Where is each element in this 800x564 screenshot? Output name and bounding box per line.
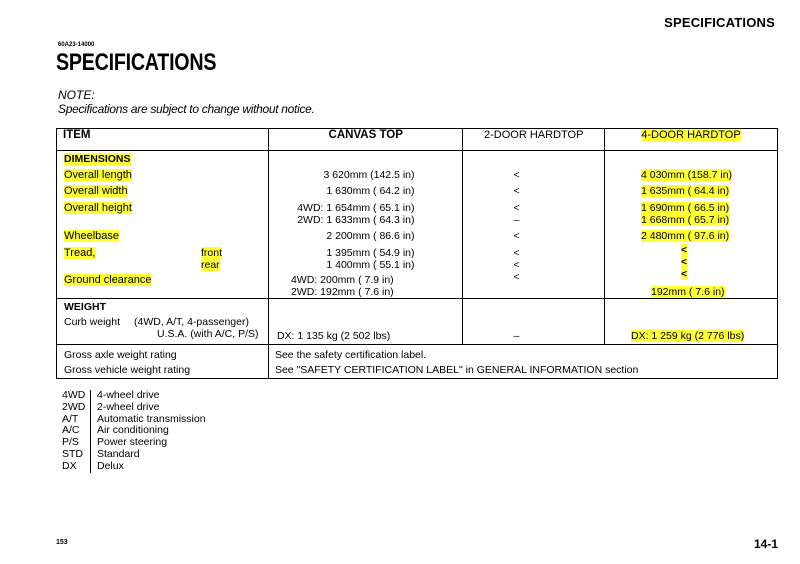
two-door-curb-weight: – [513,330,520,342]
gross-axle-label: Gross axle weight rating [64,349,177,361]
canvas-top-dimensions [268,151,463,299]
table-header-row [57,129,778,151]
four-door-weight [605,299,778,345]
canvas-overall-height-2wd: 2WD: 1 633mm ( 64.3 in) [297,214,415,226]
page-title: SPECIFICATIONS [56,49,217,76]
page-number: 153 [56,539,68,546]
note-label: NOTE: [58,88,95,102]
four-door-dimensions [605,151,778,299]
abbreviation-row: A/T Automatic transmission [62,412,206,425]
two-door-ground-clearance-4wd: < [513,271,520,283]
column-header-canvas-top: CANVAS TOP [268,129,463,151]
canvas-overall-length: 3 620mm (142.5 in) [323,169,415,181]
curb-weight-condition-2: U.S.A. (with A/C, P/S) [157,328,259,340]
ground-clearance-label: Ground clearance [64,274,152,286]
weight-row [57,299,778,345]
note-text: Specifications are subject to change without notice. [58,102,315,116]
four-door-overall-length: 4 030mm (158.7 in) [641,169,733,181]
four-door-wheelbase: 2 480mm ( 97.6 in) [641,230,730,242]
abbreviation-row: DX Delux [62,459,124,472]
dimensions-labels [57,151,269,299]
four-door-overall-height-4wd: 1 690mm ( 66.5 in) [641,202,730,214]
abbreviation-row: A/C Air conditioning [62,424,169,437]
four-door-overall-height-2wd: 1 668mm ( 65.7 in) [641,214,730,226]
abbreviation-row: STD Standard [62,447,140,460]
gross-axle-value: See the safety certification label. [274,349,427,361]
document-id: 60A23-14000 [58,42,95,48]
four-door-overall-width: 1 635mm ( 64.4 in) [641,185,730,197]
weight-heading: WEIGHT [64,301,106,313]
wheelbase-label: Wheelbase [64,230,120,242]
abbreviation-legend [62,390,206,473]
abbreviation-row: 4WD 4-wheel drive [62,389,160,401]
canvas-ground-clearance-4wd: 4WD: 200mm ( 7.9 in) [290,274,394,286]
abbreviation-row: P/S Power steering [62,436,168,449]
column-header-2-door: 2-DOOR HARDTOP [463,129,605,151]
canvas-overall-height-4wd: 4WD: 1 654mm ( 65.1 in) [297,202,415,214]
running-header: SPECIFICATIONS [664,15,775,30]
canvas-overall-width: 1 630mm ( 64.2 in) [326,185,415,197]
two-door-overall-height-4wd: < [513,202,520,214]
two-door-overall-width: < [513,185,520,197]
four-door-ground-clearance-4wd: < [681,268,688,280]
overall-height-label: Overall height [64,202,132,214]
four-door-tread-rear: < [681,256,688,268]
section-page-number: 14-1 [753,537,778,551]
dimensions-heading: DIMENSIONS [64,153,131,165]
canvas-tread-rear: 1 400mm ( 55.1 in) [326,259,415,271]
gross-vehicle-value: See "SAFETY CERTIFICATION LABEL" in GENERAL INFORMATION section [274,364,639,376]
two-door-weight [463,299,605,345]
specifications-table [56,128,778,379]
two-door-tread-rear: < [513,259,520,271]
two-door-dimensions [463,151,605,299]
canvas-wheelbase: 2 200mm ( 86.6 in) [326,230,415,242]
canvas-tread-front: 1 395mm ( 54.9 in) [326,247,415,259]
column-header-4-door: 4-DOOR HARDTOP [605,129,778,151]
column-header-item: ITEM [57,129,269,151]
tread-rear-label: rear [201,259,220,271]
canvas-curb-weight: DX: 1 135 kg (2 502 lbs) [276,330,391,342]
abbreviation-row: 2WD 2-wheel drive [62,400,160,413]
four-door-ground-clearance-2wd: 192mm ( 7.6 in) [651,286,725,298]
weight-labels [57,299,269,345]
gross-rating-labels [57,345,269,379]
two-door-overall-length: < [513,169,520,181]
four-door-tread-front: < [681,244,688,256]
two-door-wheelbase: < [513,230,520,242]
two-door-overall-height-2wd: – [513,214,520,226]
four-door-curb-weight: DX: 1 259 kg (2 776 lbs) [631,330,745,342]
two-door-tread-front: < [513,247,520,259]
gross-rating-values [268,345,777,379]
overall-width-label: Overall width [64,185,128,197]
dimensions-row [57,151,778,299]
curb-weight-label: Curb weight [64,316,121,328]
gross-vehicle-label: Gross vehicle weight rating [64,364,191,376]
canvas-ground-clearance-2wd: 2WD: 192mm ( 7.6 in) [290,286,394,298]
curb-weight-condition-1: (4WD, A/T, 4-passenger) [134,316,249,328]
canvas-top-weight [268,299,463,345]
tread-front-label: front [201,247,223,259]
gross-rating-row [57,345,778,379]
overall-length-label: Overall length [64,169,132,181]
tread-label: Tread, [64,247,96,259]
